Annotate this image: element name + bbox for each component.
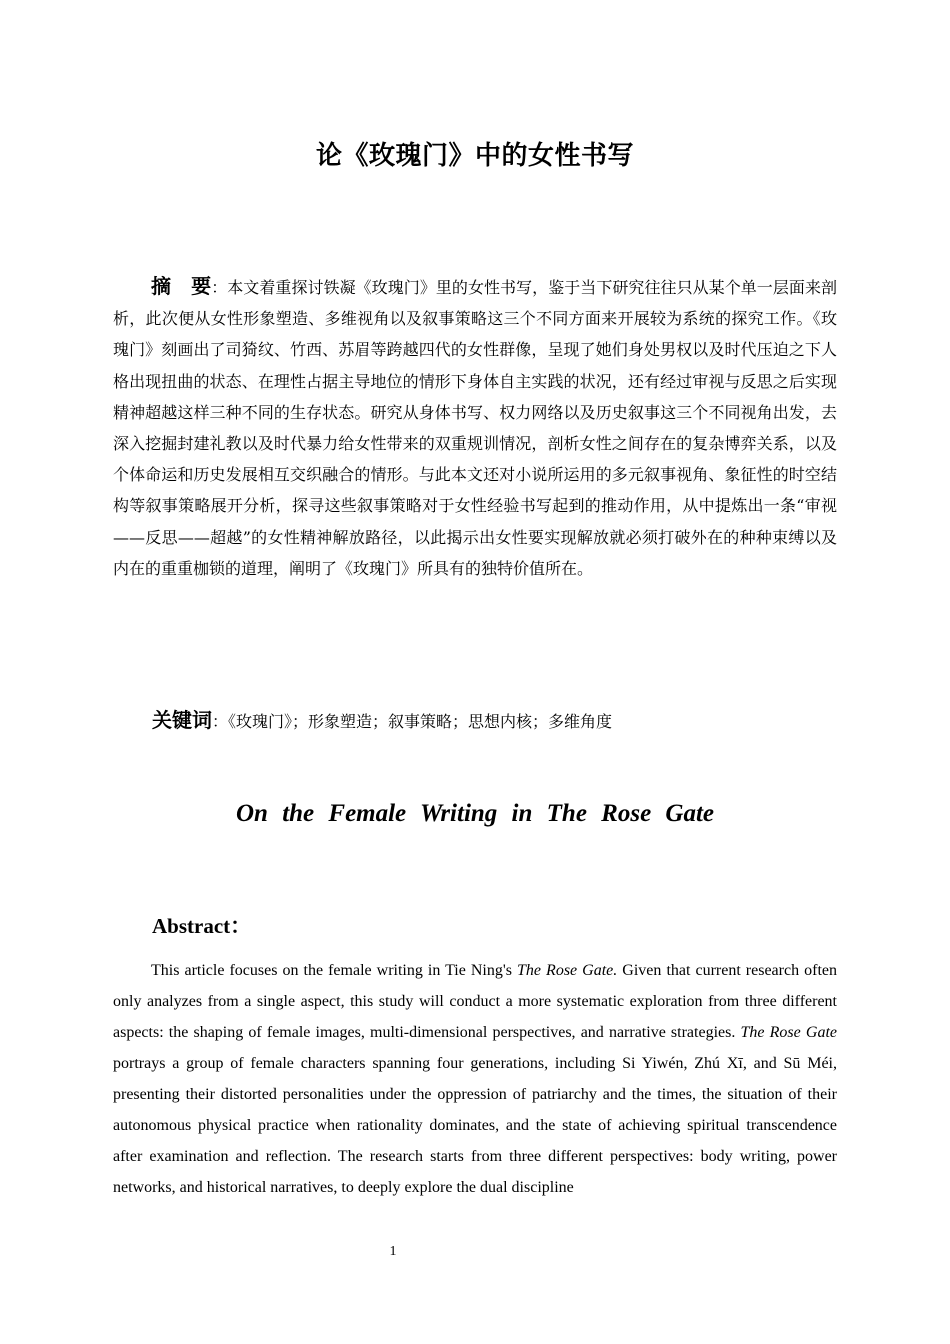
english-abstract-book-title-1: The Rose Gate.: [517, 962, 618, 979]
chinese-keywords-text: 《玫瑰门》；形象塑造；叙事策略；思想内核；多维角度: [228, 712, 613, 731]
english-abstract-label: Abstract：: [152, 914, 252, 938]
english-title: On the Female Writing in The Rose Gate: [235, 800, 715, 827]
english-abstract-book-title-2: The Rose Gate: [740, 1024, 838, 1041]
chinese-title: 论《玫瑰门》中的女性书写: [315, 141, 634, 171]
chinese-keywords-label: 关键词: [152, 708, 212, 732]
chinese-keywords: [152, 704, 842, 738]
chinese-abstract: [113, 271, 837, 584]
chinese-abstract-text: 本文着重探讨铁凝《玫瑰门》里的女性书写，鉴于当下研究往往只从某个单一层面来剖析，此次便从女性形象塑造、多维视角以及叙事策略这三个不同方面来开展较为系统的探究工作。《玫瑰门》刻画出了司猗纹、竹西、苏眉等跨越四代的女性群像，呈现了她们身处男权以及时代压迫之下人格出现扭曲的状态、在理性占据主导地位的情形下身体自主实践的状况，还有经过审视与反思之后实现精神超越这样三种不同的生存状态。研究从身体书写、权力网络以及历史叙事这三个不同视角出发，去深入挖掘封建礼教以及时代暴力给女性带来的双重规训情况，剖析女性之间存在的复杂博弈关系，以及个体命运和历史发展相互交织融合的情形。与此本文还对小说所运用的多元叙事视角、象征性的时空结构等叙事策略展开分析，探寻这些叙事策略对于女性经验书写起到的推动作用，从中提炼出一条“审视——反思——超越”的女性精神解放路径，以此揭示出女性要实现解放就必须打破外在的种种束缚以及内在的重重枷锁的道理，阐明了《玫瑰门》所具有的独特价值所在。: [113, 278, 837, 578]
chinese-abstract-colon: ：: [211, 278, 228, 297]
english-abstract-part2: Given that current research often only analyzes from a single aspect, this study will conduct a more systematic exploration from three different aspects: the shaping of female images, multi-dimensional perspectives, and narrative strategies.: [113, 962, 837, 1041]
chinese-keywords-colon: ：: [212, 712, 229, 731]
english-abstract-part3: portrays a group of female characters spanning four generations, including Si Yiwén, Zhú Xī, and Sū Méi, presenting their distorted personalities under the oppression of patriarchy and the times, the situation of their autonomous physical practice when rationality dominates, and the state of achieving spiritual transcendence after examination and reflection. The research starts from three different perspectives: body writing, power networks, and historical narratives, to deeply explore the dual discipline: [113, 1055, 837, 1196]
english-abstract-part1: This article focuses on the female writing in Tie Ning's: [151, 962, 518, 979]
chinese-abstract-label: 摘 要: [151, 274, 212, 298]
page-number: 1: [389, 1244, 397, 1259]
english-abstract-text: [113, 955, 837, 1203]
